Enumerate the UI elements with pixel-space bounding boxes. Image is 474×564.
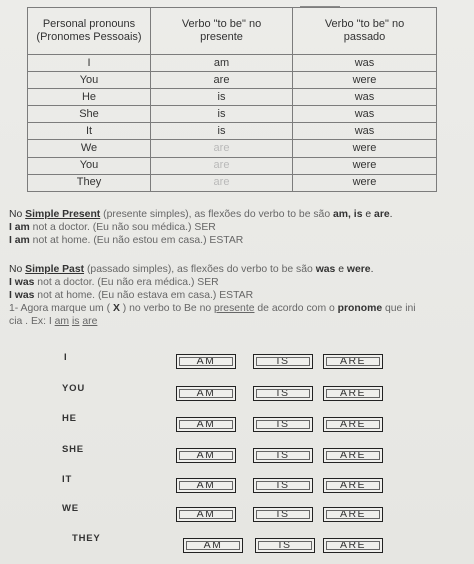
table-header-row: [28, 8, 437, 55]
present-example-1: [9, 222, 216, 234]
text: ) no verbo to Be no: [119, 303, 215, 314]
option-am-i[interactable]: AM: [176, 354, 236, 369]
present-cell: are: [151, 157, 293, 174]
option-is-i[interactable]: IS: [253, 354, 313, 369]
text: not a doctor. (Eu não sou médica.) SER: [29, 222, 216, 233]
past-cell: were: [293, 140, 437, 157]
past-cell: were: [293, 157, 437, 174]
text: not at home. (Eu não estou em casa.) ESTAR: [29, 235, 244, 246]
option-are-you[interactable]: ARE: [323, 386, 383, 401]
past-cell: was: [293, 123, 437, 140]
verb-were: were: [346, 264, 371, 275]
verb-are: are: [374, 209, 390, 220]
text: No: [9, 209, 26, 220]
present-cell: are: [151, 72, 293, 89]
option-am-you[interactable]: AM: [176, 386, 236, 401]
option-is-they[interactable]: IS: [255, 538, 315, 553]
option-is-you[interactable]: IS: [253, 386, 313, 401]
example-is: is: [71, 316, 80, 327]
pronoun-cell: I: [28, 55, 151, 72]
text: not a doctor. (Eu não era médica.) SER: [34, 277, 219, 288]
table-row: [28, 89, 437, 106]
option-am-we[interactable]: AM: [176, 507, 236, 522]
pronoun-label: SHE: [62, 444, 84, 455]
option-are-he[interactable]: ARE: [323, 417, 383, 432]
word-pronome: pronome: [337, 303, 383, 314]
option-is-she[interactable]: IS: [253, 448, 313, 463]
option-am-it[interactable]: AM: [176, 478, 236, 493]
pronoun-cell: It: [28, 123, 151, 140]
pronoun-cell: We: [28, 140, 151, 157]
example-am: am: [54, 316, 70, 327]
verb-am: am,: [333, 209, 351, 220]
text: not at home. (Eu não estava em casa.) ESTAR: [34, 290, 254, 301]
verb-is: is: [350, 209, 363, 220]
text: No: [9, 264, 26, 275]
subject: I was: [9, 290, 35, 301]
present-cell: is: [151, 123, 293, 140]
past-example-1: [9, 277, 219, 289]
pronoun-cell: You: [28, 72, 151, 89]
subject: I am: [9, 235, 30, 246]
instruction-line-2: [9, 316, 97, 328]
text: e: [335, 264, 347, 275]
option-am-she[interactable]: AM: [176, 448, 236, 463]
subject: I am: [9, 222, 30, 233]
option-is-we[interactable]: IS: [253, 507, 313, 522]
text: e: [362, 209, 375, 220]
table-row: [28, 106, 437, 123]
text: (presente simples), as flexões do verbo to be são: [100, 209, 334, 220]
text: cia . Ex: I: [9, 316, 55, 327]
pronoun-cell: You: [28, 157, 151, 174]
header-present: Verbo "to be" no presente: [151, 8, 293, 55]
pronoun-label: WE: [62, 503, 79, 514]
present-intro: [9, 209, 393, 221]
option-is-he[interactable]: IS: [253, 417, 313, 432]
past-cell: was: [293, 89, 437, 106]
table-row: [28, 55, 437, 72]
option-are-she[interactable]: ARE: [323, 448, 383, 463]
mark-x: X: [112, 303, 120, 314]
pronoun-label: IT: [62, 474, 73, 485]
text: que ini: [382, 303, 416, 314]
present-cell: are: [151, 140, 293, 157]
past-intro: [9, 264, 373, 276]
past-cell: was: [293, 55, 437, 72]
table-row: [28, 174, 437, 191]
top-underline: [300, 0, 340, 7]
pronoun-cell: She: [28, 106, 151, 123]
option-am-he[interactable]: AM: [176, 417, 236, 432]
instruction-line-1: [9, 303, 416, 315]
option-are-they[interactable]: ARE: [323, 538, 383, 553]
term-simple-past: Simple Past: [25, 264, 85, 275]
pronoun-label: YOU: [62, 383, 85, 394]
pronoun-cell: They: [28, 174, 151, 191]
present-cell: is: [151, 89, 293, 106]
text: 1- Agora marque um (: [9, 303, 113, 314]
past-cell: was: [293, 106, 437, 123]
term-simple-present: Simple Present: [25, 209, 101, 220]
option-is-it[interactable]: IS: [253, 478, 313, 493]
table-row: [28, 72, 437, 89]
option-are-we[interactable]: ARE: [323, 507, 383, 522]
pronoun-label: HE: [62, 413, 77, 424]
option-am-they[interactable]: AM: [183, 538, 243, 553]
present-cell: am: [151, 55, 293, 72]
word-presente: presente: [214, 303, 255, 314]
present-cell: is: [151, 106, 293, 123]
pronoun-label: THEY: [72, 533, 101, 544]
present-example-2: [9, 235, 243, 247]
text: de acordo com o: [254, 303, 338, 314]
pronoun-cell: He: [28, 89, 151, 106]
example-are: are: [82, 316, 98, 327]
option-are-i[interactable]: ARE: [323, 354, 383, 369]
pronoun-table: [27, 7, 437, 192]
text: .: [389, 209, 393, 220]
header-pronouns: Personal pronouns (Pronomes Pessoais): [28, 8, 151, 55]
present-cell: are: [151, 174, 293, 191]
subject: I was: [9, 277, 35, 288]
option-are-it[interactable]: ARE: [323, 478, 383, 493]
past-cell: were: [293, 72, 437, 89]
table-row: [28, 157, 437, 174]
table-row: [28, 140, 437, 157]
pronoun-label: I: [64, 352, 68, 363]
past-cell: were: [293, 174, 437, 191]
past-example-2: [9, 290, 253, 302]
verb-was: was: [315, 264, 336, 275]
text: (passado simples), as flexões do verbo to be são: [84, 264, 316, 275]
header-past: Verbo "to be" no passado: [293, 8, 437, 55]
table-row: [28, 123, 437, 140]
text: .: [370, 264, 374, 275]
